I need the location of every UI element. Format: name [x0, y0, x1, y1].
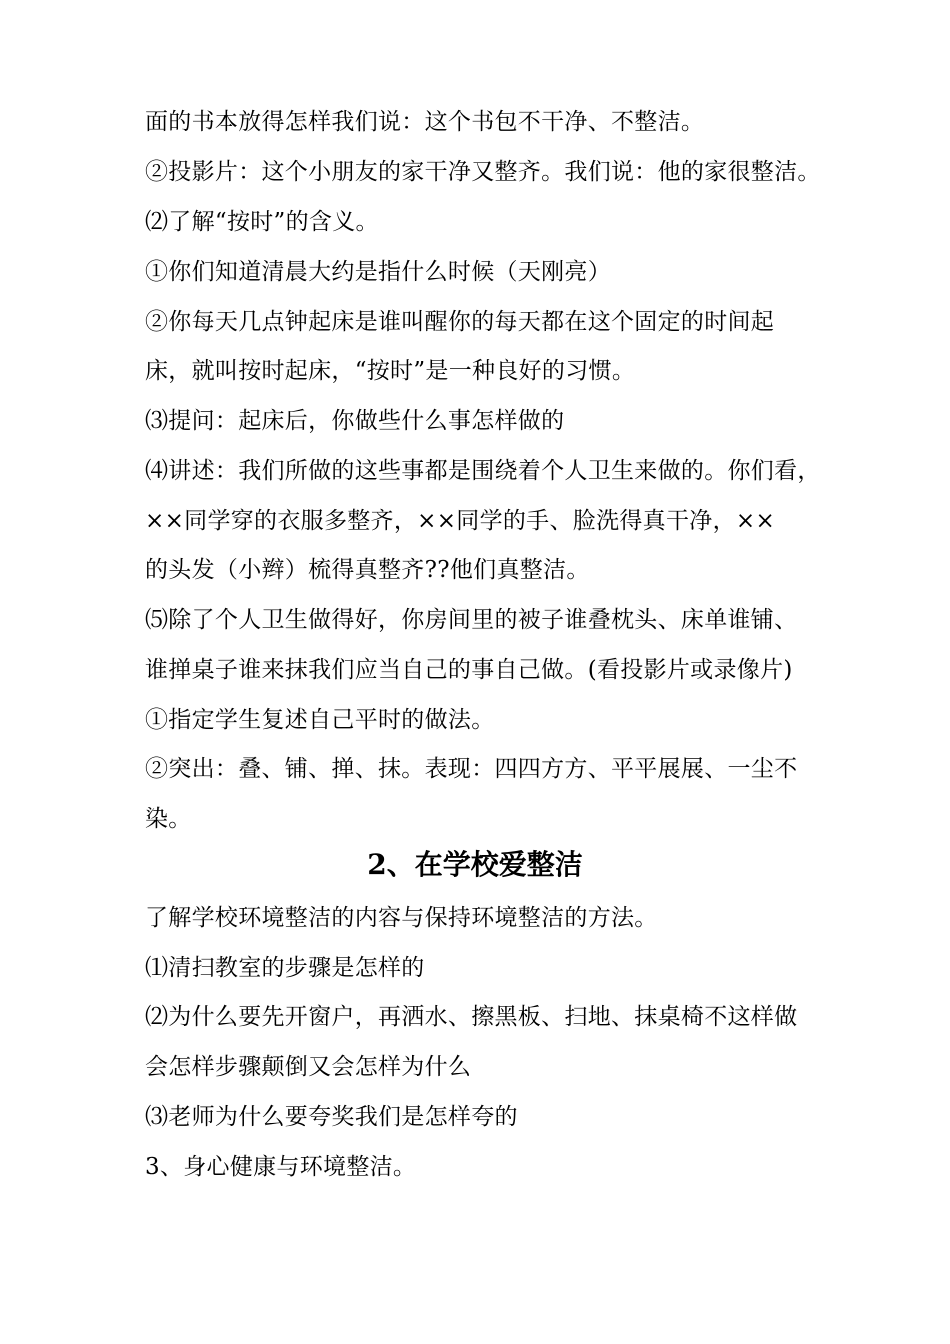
text-line: 面的书本放得怎样我们说：这个书包不干净、不整洁。 — [145, 109, 705, 135]
text-line: ⑸除了个人卫生做得好，你房间里的被子谁叠枕头、床单谁铺、 — [145, 607, 798, 633]
text-line: ①你们知道清晨大约是指什么时候（天刚亮） — [145, 259, 611, 285]
text-line: ⑷讲述：我们所做的这些事都是围绕着个人卫生来做的。你们看， — [145, 458, 821, 484]
text-line: ②突出：叠、铺、掸、抹。表现：四四方方、平平展展、一尘不 — [145, 756, 798, 782]
text-line: ××同学穿的衣服多整齐，××同学的手、脸洗得真干净，×× — [145, 508, 776, 534]
text-line: 床，就叫按时起床，“按时”是一种良好的习惯。 — [145, 358, 636, 384]
text-line: ②投影片：这个小朋友的家干净又整齐。我们说：他的家很整洁。 — [145, 159, 821, 185]
text-line: 3、身心健康与环境整洁。 — [145, 1154, 417, 1180]
text-line: ⑶老师为什么要夸奖我们是怎样夸的 — [145, 1104, 518, 1130]
text-line: ①指定学生复述自己平时的做法。 — [145, 707, 495, 733]
text-line: ⑴清扫教室的步骤是怎样的 — [145, 955, 425, 981]
text-line: ⑶提问：起床后，你做些什么事怎样做的 — [145, 408, 565, 434]
section-heading: 2、在学校爱整洁 — [367, 848, 583, 881]
text-line: 了解学校环境整洁的内容与保持环境整洁的方法。 — [145, 905, 658, 931]
text-line: 谁掸桌子谁来抹我们应当自己的事自己做。(看投影片或录像片) — [145, 657, 793, 683]
text-line: 的头发（小辫）梳得真整齐??他们真整洁。 — [145, 557, 590, 583]
text-line: 染。 — [145, 806, 192, 832]
text-line: ⑵为什么要先开窗户，再洒水、擦黑板、扫地、抹桌椅不这样做 — [145, 1004, 798, 1030]
text-line: 会怎样步骤颠倒又会怎样为什么 — [145, 1054, 472, 1080]
text-line: ②你每天几点钟起床是谁叫醒你的每天都在这个固定的时间起 — [145, 309, 775, 335]
text-line: ⑵了解“按时”的含义。 — [145, 209, 379, 235]
